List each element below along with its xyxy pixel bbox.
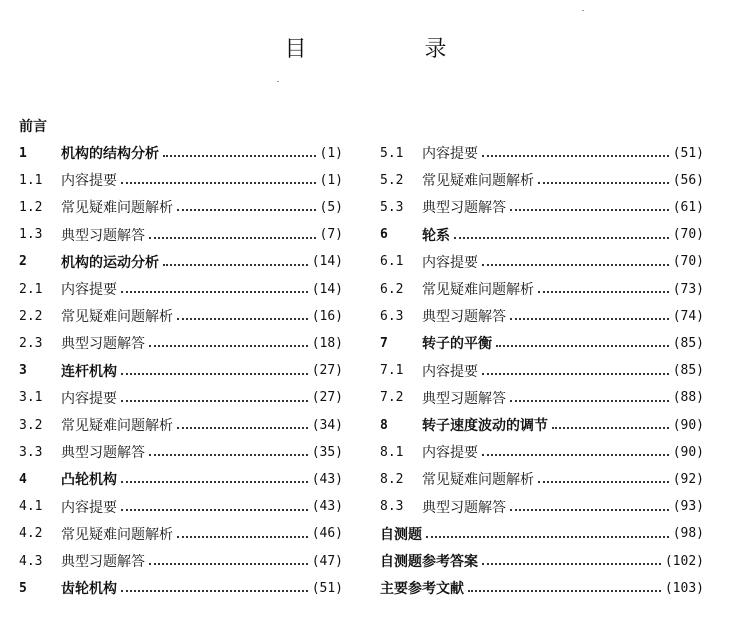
toc-entry-number: 3.3 (19, 444, 43, 460)
toc-entry-number: 1 (19, 145, 27, 161)
toc-entry-number: 4 (19, 471, 27, 487)
toc-entry (380, 252, 704, 272)
toc-leader-dots (177, 427, 308, 429)
toc-entry-page: (51) (672, 145, 704, 161)
toc-entry-page: (102) (664, 553, 704, 569)
toc-entry-title: 机构的结构分析 (61, 146, 159, 162)
toc-entry-number: 7 (380, 335, 388, 351)
toc-entry (19, 361, 343, 381)
toc-leader-dots (149, 454, 308, 456)
scan-speck (277, 81, 279, 82)
toc-entry-page: (92) (672, 471, 704, 487)
toc-entry-page: (43) (311, 499, 343, 515)
toc-entry-page: (16) (311, 308, 343, 324)
toc-entry-page: (85) (672, 335, 704, 351)
toc-entry-number: 4.3 (19, 553, 43, 569)
toc-entry (380, 333, 704, 353)
toc-leader-dots (482, 563, 661, 565)
toc-entry-page: (47) (311, 553, 343, 569)
toc-entry-title: 内容提要 (61, 390, 117, 407)
toc-leader-dots (121, 373, 308, 375)
toc-entry-title: 主要参考文献 (380, 581, 464, 598)
toc-entry-page: (56) (672, 172, 704, 188)
toc-entry (19, 225, 343, 245)
toc-entry-title: 内容提要 (422, 363, 478, 380)
toc-entry (380, 388, 704, 408)
toc-entry (19, 524, 343, 544)
toc-entry-number: 2 (19, 254, 27, 270)
toc-entry-page: (98) (672, 526, 704, 542)
toc-entry (19, 306, 343, 326)
toc-entry (19, 143, 343, 163)
toc-leader-dots (454, 237, 669, 239)
toc-entry-page: (93) (672, 499, 704, 515)
toc-entry-title: 转子速度波动的调节 (422, 418, 548, 434)
toc-entry-title: 典型习题解答 (422, 200, 506, 217)
toc-entry-title: 常见疑难问题解析 (422, 173, 534, 190)
toc-entry-number: 3.1 (19, 390, 43, 406)
toc-entry-page: (70) (672, 227, 704, 243)
toc-entry-title: 常见疑难问题解析 (61, 309, 173, 326)
toc-entry-title: 机构的运动分析 (61, 254, 159, 271)
toc-entry-number: 7.1 (380, 363, 404, 379)
toc-entry-title: 常见疑难问题解析 (422, 472, 534, 489)
toc-leader-dots (510, 509, 669, 511)
toc-entry-number: 8 (380, 417, 388, 433)
toc-entry (19, 252, 343, 272)
toc-leader-dots (482, 373, 669, 375)
toc-entry-page: (35) (311, 444, 343, 460)
toc-entry-page: (88) (672, 390, 704, 406)
toc-entry (380, 361, 704, 381)
toc-entry-number: 5 (19, 580, 27, 596)
toc-entry (380, 469, 704, 489)
toc-entry (19, 442, 343, 462)
toc-entry-title: 内容提要 (422, 254, 478, 271)
toc-entry-number: 8.2 (380, 471, 404, 487)
toc-entry-title: 齿轮机构 (61, 581, 117, 598)
toc-entry (19, 388, 343, 408)
toc-entry-number: 8.3 (380, 499, 404, 515)
toc-entry-page: (51) (311, 580, 343, 596)
toc-leader-dots (121, 509, 308, 511)
toc-preface: 前言 (19, 119, 47, 135)
toc-entry (19, 551, 343, 571)
toc-entry (380, 578, 704, 598)
toc-leader-dots (538, 182, 669, 184)
toc-entry-page: (90) (672, 444, 704, 460)
toc-entry (380, 524, 704, 544)
toc-leader-dots (121, 291, 308, 293)
toc-entry (380, 551, 704, 571)
toc-entry-number: 6.2 (380, 281, 404, 297)
toc-entry (19, 578, 343, 598)
toc-entry-title: 连杆机构 (61, 363, 117, 380)
toc-leader-dots (510, 318, 669, 320)
toc-entry (19, 170, 343, 190)
toc-entry (380, 415, 704, 435)
toc-entry-page: (34) (311, 417, 343, 433)
toc-leader-dots (482, 155, 669, 157)
toc-entry-page: (1) (319, 145, 343, 161)
toc-entry (19, 469, 343, 489)
toc-entry-number: 6.1 (380, 254, 404, 270)
toc-entry (380, 306, 704, 326)
toc-entry-page: (7) (319, 227, 343, 243)
toc-entry-page: (46) (311, 526, 343, 542)
toc-entry-page: (1) (319, 172, 343, 188)
toc-leader-dots (552, 427, 669, 429)
toc-entry-page: (14) (311, 281, 343, 297)
toc-entry-title: 典型习题解答 (422, 390, 506, 407)
toc-entry-number: 3 (19, 363, 27, 379)
toc-entry-title: 典型习题解答 (61, 336, 145, 353)
toc-leader-dots (482, 454, 669, 456)
toc-entry-title: 轮系 (422, 227, 450, 244)
toc-leader-dots (538, 291, 669, 293)
toc-entry-number: 4.1 (19, 499, 43, 515)
toc-entry-page: (43) (311, 471, 343, 487)
toc-entry-page: (14) (311, 254, 343, 270)
toc-entry (380, 197, 704, 217)
toc-entry-number: 8.1 (380, 444, 404, 460)
toc-entry-number: 5.1 (380, 145, 404, 161)
toc-leader-dots (177, 318, 308, 320)
toc-entry-title: 内容提要 (422, 146, 478, 162)
toc-entry-number: 2.2 (19, 308, 43, 324)
scan-speck (582, 10, 584, 11)
toc-entry-title: 典型习题解答 (422, 309, 506, 326)
toc-leader-dots (163, 264, 308, 266)
toc-entry (19, 415, 343, 435)
toc-entry-number: 5.2 (380, 172, 404, 188)
toc-entry (19, 279, 343, 299)
toc-entry-number: 1.2 (19, 199, 43, 215)
toc-entry-title: 常见疑难问题解析 (61, 418, 173, 434)
toc-entry-page: (61) (672, 199, 704, 215)
toc-leader-dots (149, 237, 316, 239)
toc-entry (380, 497, 704, 517)
toc-leader-dots (149, 345, 308, 347)
toc-entry-title: 常见疑难问题解析 (61, 200, 173, 217)
toc-entry-number: 1.3 (19, 227, 43, 243)
toc-entry (19, 333, 343, 353)
toc-entry-number: 2.1 (19, 281, 43, 297)
toc-entry-number: 3.2 (19, 417, 43, 433)
toc-entry-number: 6.3 (380, 308, 404, 324)
toc-leader-dots (426, 536, 669, 538)
toc-leader-dots (510, 209, 669, 211)
toc-entry-title: 典型习题解答 (61, 445, 145, 462)
toc-entry-page: (74) (672, 308, 704, 324)
toc-entry-title: 内容提要 (61, 282, 117, 298)
page-title: 目 录 (284, 37, 495, 62)
toc-entry-number: 7.2 (380, 390, 404, 406)
toc-leader-dots (538, 481, 669, 483)
toc-entry-number: 6 (380, 227, 388, 243)
toc-leader-dots (121, 400, 308, 402)
toc-entry-number: 4.2 (19, 526, 43, 542)
toc-leader-dots (121, 590, 308, 592)
toc-entry (380, 279, 704, 299)
toc-entry-number: 5.3 (380, 199, 404, 215)
toc-entry-page: (18) (311, 335, 343, 351)
toc-entry (380, 442, 704, 462)
toc-entry-number: 1.1 (19, 172, 43, 188)
toc-leader-dots (177, 536, 308, 538)
toc-leader-dots (177, 209, 316, 211)
toc-entry-title: 典型习题解答 (61, 554, 145, 570)
toc-entry-page: (27) (311, 363, 343, 379)
toc-entry-page: (70) (672, 254, 704, 270)
toc-entry-title: 自测题参考答案 (380, 554, 478, 570)
toc-entry-page: (103) (664, 580, 704, 596)
toc-leader-dots (510, 400, 669, 402)
toc-leader-dots (121, 182, 316, 184)
toc-leader-dots (163, 155, 316, 157)
toc-entry-title: 典型习题解答 (61, 227, 145, 244)
toc-entry (380, 225, 704, 245)
toc-leader-dots (149, 563, 308, 565)
toc-entry-title: 凸轮机构 (61, 472, 117, 489)
toc-entry-title: 内容提要 (61, 173, 117, 190)
toc-entry-page: (90) (672, 417, 704, 433)
toc-leader-dots (121, 481, 308, 483)
toc-entry-page: (27) (311, 390, 343, 406)
toc-entry (380, 170, 704, 190)
toc-entry-page: (85) (672, 363, 704, 379)
toc-leader-dots (468, 590, 661, 592)
toc-entry-title: 典型习题解答 (422, 499, 506, 516)
toc-leader-dots (482, 264, 669, 266)
toc-entry-title: 常见疑难问题解析 (61, 526, 173, 543)
toc-entry-title: 常见疑难问题解析 (422, 282, 534, 298)
toc-entry (19, 197, 343, 217)
toc-entry-title: 转子的平衡 (422, 336, 492, 353)
toc-entry (380, 143, 704, 163)
toc-leader-dots (496, 345, 669, 347)
toc-entry-title: 内容提要 (422, 445, 478, 462)
toc-entry-title: 内容提要 (61, 499, 117, 516)
toc-entry-page: (5) (319, 199, 343, 215)
toc-entry-page: (73) (672, 281, 704, 297)
toc-entry-number: 2.3 (19, 335, 43, 351)
toc-entry (19, 497, 343, 517)
toc-entry-title: 自测题 (380, 526, 422, 543)
